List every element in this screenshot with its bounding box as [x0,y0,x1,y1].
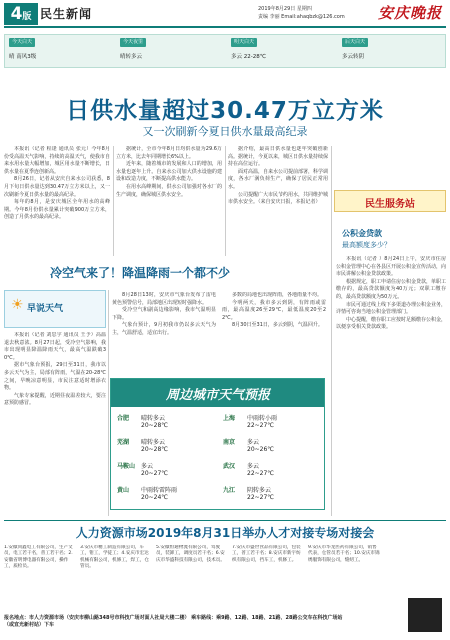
city-name: 芜湖 [117,439,130,446]
paragraph: 今明两天，我市多云到阴，有阵雨或雷雨，最高温度26至29℃，最低温度20至22℃。 [222,299,326,321]
column-rule [113,146,114,256]
city-name: 上海 [223,415,236,422]
city-temp: 20~24℃ [141,494,169,501]
city-weather: 中雨转雷阵雨 [141,487,178,494]
city-name: 九江 [223,487,236,494]
paragraph: 据介绍，最高日供水量也逐年突破创新高。据统计，今夏以来，城区日供水量持续保持在高位运行。 [228,146,328,168]
paragraph: 面对高温，自来水公司提前部署，科学调度，各水厂满负荷生产，确保了居民正常用水。 [228,168,328,190]
paragraph: 8月30日至31日，多云到阴，气温回升。 [232,322,323,329]
city-temp: 22~27℃ [247,494,275,501]
main-headline: 日供水量超过30.47万立方米 [66,98,384,124]
forecast-row [113,435,218,457]
paragraph: 本报讯（记者 刘思宇 通讯员 王予）高温退去秋意浓。8月27日起，受冷空气影响，我市出现明显降温降雨天气，最高气温跌破30℃。 [4,332,106,361]
forecast-row [113,459,218,481]
city-weather: 多云 [247,439,260,446]
job-column: 1.安徽同鑫电工有限公司，生产文员，电工若干名，普工若干名；2.安徽省明博电器有限公司，操作工，质检员。 [4,545,73,570]
weather-tag: 今天夜里 [120,38,146,47]
article4-col [4,332,106,517]
registration-info: 报名地点：市人力资源市场（安庆市柳山路348号市科技广场对面人社局大楼二楼） 乘车路线：乘9路、12路、18路、21路、28路公交车在科技广场站（或宜光新村站）下车 [4,615,343,628]
city-weather: 晴转多云 [141,415,166,422]
forecast-table-title: 周边城市天气预报 [166,388,271,403]
job-column: 9.安庆市华龙医药有限公司，销售代表，仓管员若干名；10.安庆市锦绣服饰有限公司，缝纫工。 [308,545,380,563]
weather-today-day [9,38,109,66]
editor-info: 责编 李丽 Email:ahaqbzk@126.com [258,14,345,20]
column-rule [331,146,332,516]
city-temp: 20~28℃ [141,422,169,429]
paragraph: 每年的8月，是安庆城区全年用水的高峰期。今年8月份供水量累计突破900万立方米，创造了月供水的最高纪录。 [4,199,110,221]
forecast-row [219,411,324,433]
city-temp: 20~27℃ [141,470,169,477]
paragraph: 8月26日，记者从安庆自来水公司获悉，8月下旬日供水量达到30.47万立方米以上，又一次刷新今夏日供水量的最高纪录。 [4,176,110,198]
paragraph: 近年来，随着城市的发展和人口的增加，用水量也逐年上升。自来水公司加大供水设施的建设和改造力度，不断提高供水能力。 [116,161,222,183]
service-ad [334,190,446,212]
city-temp: 20~28℃ [141,446,169,453]
weather-strip [4,34,446,68]
sidebar-title: 公积金贷款 [342,229,382,238]
paragraph: 受冷空气和副高边缘影响，我市气温明显下降。 [112,307,216,321]
city-weather: 阴转多云 [247,487,272,494]
paragraph: 据统计，全市今年8月日均供水量为29.6万立方米，比去年同期增长6%以上。 [116,146,222,160]
column-rule [225,146,226,256]
sidebar-subtitle: 最高额度多少？ [342,241,391,249]
forecast-row [113,483,218,505]
job-column: 5.安徽恒通物流有限公司，驾驶员，装卸工，调度员若干名；6.安庆市华盛科技有限公司，技术员。 [156,545,225,563]
job-fair-banner: 人力资源市场2019年8月31日举办人才对接专场对接会 [75,526,375,540]
forecast-row [219,435,324,457]
forecast-row [113,411,218,433]
paragraph: 气象专家提醒，近期昼夜温差较大，要注意预防感冒。 [4,392,106,407]
paragraph: 本报讯（记者 程逢 通讯员 张元）今年8月份受高温天气影响，持续的高温天气，使我市自来水用水量大幅增加，城区用水量不断增长，日供水量在夏季连创新高。 [4,146,110,175]
forecast-row [219,459,324,481]
section2-headline: 冷空气来了！降温降雨一个都不少 [50,266,231,280]
city-temp: 22~27℃ [247,470,275,477]
weather-text: 多云 22-28℃ [231,54,266,60]
weather-tomorrow [231,38,331,66]
weather-tag: 明天白天 [231,38,257,47]
weather-tag: 今天白天 [9,38,35,47]
city-name: 马鞍山 [117,463,136,470]
sub-headline: 又一次刷新今夏日供水量最高纪录 [142,125,308,138]
section-title: 民生新闻 [40,7,93,21]
qr-code-icon [408,598,442,632]
city-name: 合肥 [117,415,130,422]
paragraph: 在用水高峰期间，供水公司加强对各水厂的生产调度，确保城区供水安全。 [116,183,222,198]
job-column: 7.安庆市盛世食品有限公司，包装工，普工若干名；8.安庆市新宇纺织有限公司，挡车工，机修工。 [232,545,301,563]
article6-col [222,292,326,374]
article5-col [112,292,216,374]
paragraph: 气象台预计，9月初我市仍以多云天气为主，气温舒适，适宜出行。 [112,322,216,336]
article1-col3 [228,146,328,256]
weather-text: 多云转阴 [342,54,365,60]
banner-rule [4,520,446,521]
ad-label: 民生服务站 [365,199,415,210]
city-name: 黄山 [117,487,130,494]
sidebar-body [336,256,446,516]
city-name: 南京 [223,439,236,446]
column-rule [108,290,109,516]
city-weather: 晴转多云 [141,439,166,446]
paragraph: 公司提醒广大市民节约用水，共同维护城市供水安全。（来自安庆日报，本报记者） [228,191,328,206]
paragraph: 据市气象台预报，29日至31日，我市以多云天气为主，局部有阵雨，气温在20-28℃之间，早晚凉意明显，市民注意适时增添衣物。 [4,362,106,392]
city-temp: 20~26℃ [247,446,275,453]
paragraph: 市民可通过线上线下多渠道办理公积金业务，详情可咨询当地公积金管理部门。 [336,301,446,316]
forecast-table [110,378,325,510]
city-weather: 中雨转小雨 [247,415,278,422]
article1-col1 [4,146,110,256]
paragraph: 根据规定，职工申请住房公积金贷款，单职工缴存的，最高贷款额度为40万元；双职工缴存的，最高贷款额度为50万元。 [336,278,446,300]
city-weather: 多云 [141,463,154,470]
job-column: 3.安庆市精工制造有限公司，车工，钳工，学徒工；4.安庆市宏达机械有限公司，机修工，焊工，仓管员。 [80,545,149,570]
issue-date: 2019年8月29日 星期四 [258,6,312,12]
page-number: 4版 [4,3,38,25]
forecast-row [219,483,324,505]
paragraph: 多数的局地也出现阵雨，各地雨量不均。 [232,292,323,298]
newspaper-logo: 安庆晚报 [377,4,442,22]
weather-day-after [342,38,442,66]
paragraph: 8月28日13时，安庆市气象台发布了雷电黄色预警信号，局部地区出现短时强降水。 [112,292,216,306]
weather-tag: 后天白天 [342,38,368,47]
paragraph: 中心提醒，缴存职工应按时足额缴存公积金，以便享受相关贷款政策。 [336,316,446,331]
weather-graphic [4,290,106,328]
weather-text: 晴 南风3级 [9,54,37,60]
paragraph: 本报讯（记者 ）8月24日上午，安庆市住房公积金管理中心在各县区开展公积金宣传活动，向市民讲解公积金贷款政策。 [336,256,446,278]
city-temp: 22~27℃ [247,422,275,429]
header-rule [4,26,446,28]
weather-today-night [120,38,220,66]
article1-col2 [116,146,222,256]
weather-text: 晴转多云 [120,54,143,60]
forecast-table-header [111,379,324,407]
city-weather: 多云 [247,463,260,470]
weather-box-label: 早说天气 [27,304,64,314]
sun-icon: ☀ [11,297,24,313]
city-name: 武汉 [223,463,236,470]
